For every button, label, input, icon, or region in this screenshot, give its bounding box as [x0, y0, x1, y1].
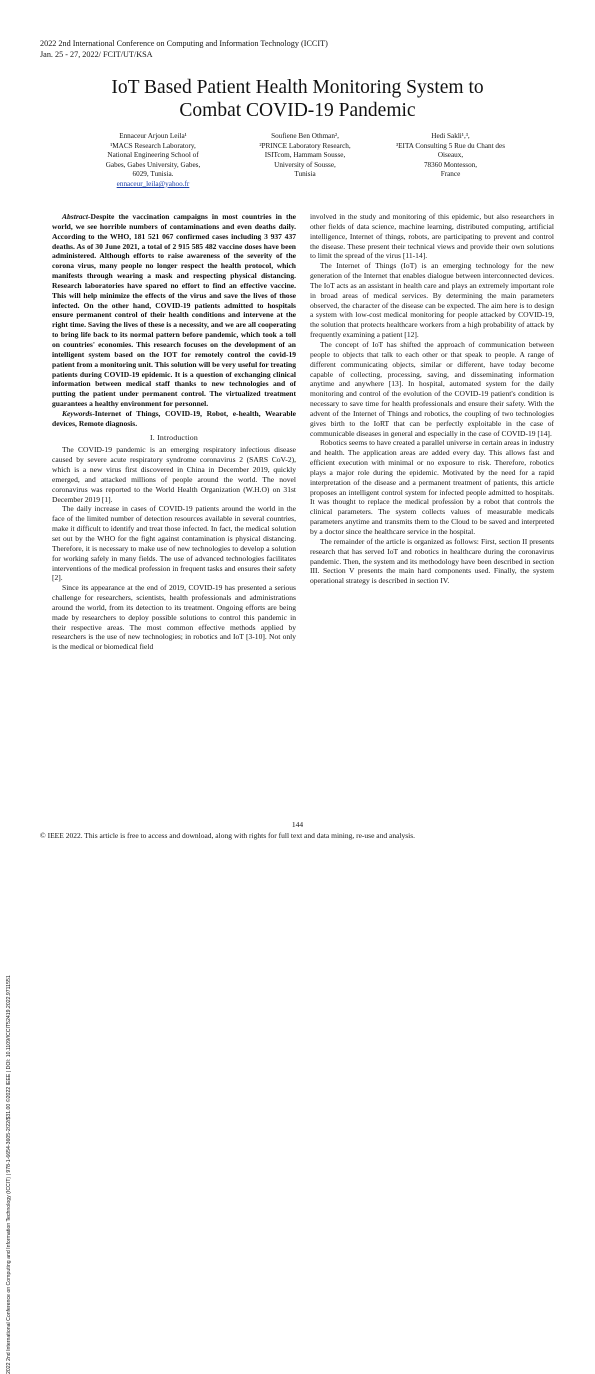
- keywords: [52, 409, 296, 429]
- author-affiliation-line: ¹MACS Research Laboratory,: [110, 141, 196, 150]
- left-column: [52, 212, 296, 652]
- section-heading-introduction: I. Introduction: [149, 432, 199, 442]
- body-paragraph: Since its appearance at the end of 2019, COVID-19 has presented a serious challenge for researchers, scientists, health professionals and administrations around the world, from its detection to its treatment. Ongoing efforts are being made by researchers to deploy possible solutions to control this pandemic in their respective areas. The most common effective methods applied by researchers is the use of new technologies; in robotics and IoT [3-10]. Not only is the medical or biomedical field: [52, 583, 296, 652]
- author-email-link[interactable]: ennaceur_leila@yahoo.fr: [116, 179, 190, 188]
- author-affiliation-line: Oiseaux,: [437, 151, 464, 160]
- author-affiliation-line: Tunisia: [294, 170, 316, 179]
- paper-title-line-2: Combat COVID-19 Pandemic: [179, 100, 416, 121]
- body-paragraph: The remainder of the article is organized as follows: First, section II presents research that has served IoT and robotics in healthcare during the coronavirus pandemic. Then, the system and its methodology have been described in section III. Section V presents the main hard components used. Finally, the system operational strategy is described in section IV.: [310, 536, 554, 586]
- abstract: [52, 212, 296, 409]
- author-affiliation-line: 6029, Tunisia.: [132, 170, 174, 179]
- keywords-text: Internet of Things, COVID-19, Robot, e-health, Wearable devices, Remote diagnosis.: [52, 408, 296, 428]
- author-affiliation-line: National Engineering School of: [107, 151, 199, 160]
- abstract-label: Abstract-: [62, 212, 91, 221]
- author-3: [368, 132, 533, 180]
- body-paragraph: involved in the study and monitoring of this epidemic, but also researchers in other fields of data science, machine learning, distributed computing, artificial intelligence, Internet of things, robots, are participating to prevent and control the disease. These present their technical views and provide their own solutions to limit the spread of the virus [11-14].: [310, 212, 554, 261]
- body-paragraph: Robotics seems to have created a parallel universe in certain areas in industry and health. The application areas are added every day. This allows fast and efficient execution with minimal or no exposure to risk. Therefore, robotics plays a major role during the epidemic. Motivated by the need for a rapid interpretation of the disease and a permanent treatment of patients, this article proposes an intelligent control system for infected people admitted to hospitals. It was thought to replace the medical profession by a robot that controls the clinical parameters. The system collects values of measurable medicals parameters anytime and transmits them to the Cloud to be saved and interpreted by a doctor since the healthcare service in the hospital.: [310, 438, 554, 536]
- paper-title: [40, 76, 555, 122]
- author-affiliation-line: 78360 Montesson,: [423, 160, 478, 169]
- conference-dates: Jan. 25 - 27, 2022/ FCIT/UT/KSA: [40, 50, 153, 59]
- author-name: Ennaceur Arjoun Leila¹: [119, 132, 187, 140]
- abstract-text: Despite the vaccination campaigns in most countries in the world, we see horrible numbers of contaminations and even deaths daily. According to the WHO, 181 521 067 confirmed cases including 3 937 437 deaths. As of 30 June 2021, a total of 2 915 585 482 vaccine doses have been administered. Although efforts to raise awareness of the severity of the corona virus, many people no longer respect the health protocol, which manifests through wearing a mask and respecting physical distancing. Research laboratories have spared no effort to find an effective vaccine. This will help minimize the effects of the virus and save the lives of those infected. On the other hand, COVID-19 patients admitted to hospitals ensure permanent control of their health conditions and intervene at the right time. Saving the lives of these is a necessity, and we are all cooperating to bring life back to its normal pattern before pandemic, which took a toll on countries' economies. This research focuses on the development of an intelligent system based on the IOT for remotely control the covid-19 patient from a monitoring unit. This solution will be very useful for treating patients during COVID-19 epidemic. It is a question of exchanging clinical information between medical staff thanks to new technologies and of putting the patient under permanent control. The virtualized treatment guarantees a healthy environment for personnel.: [52, 212, 296, 409]
- paper-title-line-1: IoT Based Patient Health Monitoring System to: [111, 77, 484, 98]
- author-affiliation-line: ²PRINCE Laboratory Research,: [259, 141, 351, 150]
- conference-header: [40, 38, 328, 60]
- page-number: 144: [291, 820, 304, 829]
- body-paragraph: The COVID-19 pandemic is an emerging respiratory infectious disease caused by severe acute respiratory syndrome coronavirus 2 (SARS CoV-2), which is a new virus first discovered in China in December 2019, quickly emerged, and attacked millions of people around the world. The novel coronavirus was reported to the World Health Organization (W.H.O) on 31st December 2019 [1].: [52, 445, 296, 504]
- body-paragraph: The Internet of Things (IoT) is an emerging technology for the new generation of the Internet that enables dialogue between interconnected devices. The IoT acts as an assistant in health care and plays an extremely important role in broad areas of medical services. By determining the main parameters observed, the character of the disease can be expected. The aim here is to design a system with low-cost medical monitoring for people attacked by COVID-19, the solution that protects healthcare workers from a high probability of attack by frequently examining a patient [12].: [310, 261, 554, 340]
- author-1: [78, 132, 228, 190]
- author-affiliation-line: ³EITA Consulting 5 Rue du Chant des: [396, 141, 505, 150]
- copyright-notice: © IEEE 2022. This article is free to access and download, along with rights for full text and data mining, re-use and analysis.: [40, 831, 416, 840]
- body-paragraph: The daily increase in cases of COVID-19 patients around the world in the face of the limited number of detection resources available in several countries, make it difficult to identify and treat those infected. In fact, the medical solution set out by the WHO for the fight against contamination is physical distancing. Therefore, it is necessary to make use of new technologies to develop a solution for working safely in many fields. The use of advanced technologies facilitates interventions of the medical profession in frequent tasks and ensures their safety [2].: [52, 504, 296, 583]
- conference-name: 2022 2nd International Conference on Computing and Information Technology (ICCIT): [40, 39, 328, 48]
- right-column: [310, 212, 554, 586]
- author-name: Hedi Sakli¹,³,: [431, 132, 470, 140]
- side-citation-text: 2022 2nd International Conference on Computing and Information Technology (ICCIT) | 978-1-6654-3605-2/22/$31.00 ©2022 IEEE | DOI: 10.1109/ICCIT52419.2022.9711551: [6, 975, 12, 1374]
- keywords-label: Keywords-: [62, 408, 95, 418]
- author-affiliation-line: France: [440, 170, 461, 179]
- author-affiliation-line: ISITcom, Hammam Sousse,: [264, 151, 346, 160]
- author-2: [230, 132, 380, 180]
- author-affiliation-line: University of Sousse,: [274, 160, 336, 169]
- author-affiliation-line: Gabes, Gabes University, Gabes,: [105, 160, 201, 169]
- author-name: Soufiene Ben Othman²,: [271, 132, 339, 140]
- side-citation-strip: [6, 220, 16, 1374]
- body-paragraph: The concept of IoT has shifted the approach of communication between people to objects that talk to each other or that speak to people. A range of different communicating objects, similar or different, have today become capable of collecting, processing, saving, and disseminating information anytime and anywhere [13]. In hospital, automated system for the daily monitoring and control of the evolution of the COVID-19 patient's condition is necessary to save time for health professionals and ensure their safety. With the advent of the Internet of Things and robotics, the coupling of two technologies gives birth to the IoRT that can be perfectly exploitable in the case of communicable diseases in general and especially in the case of COVID-19 [14].: [310, 339, 554, 438]
